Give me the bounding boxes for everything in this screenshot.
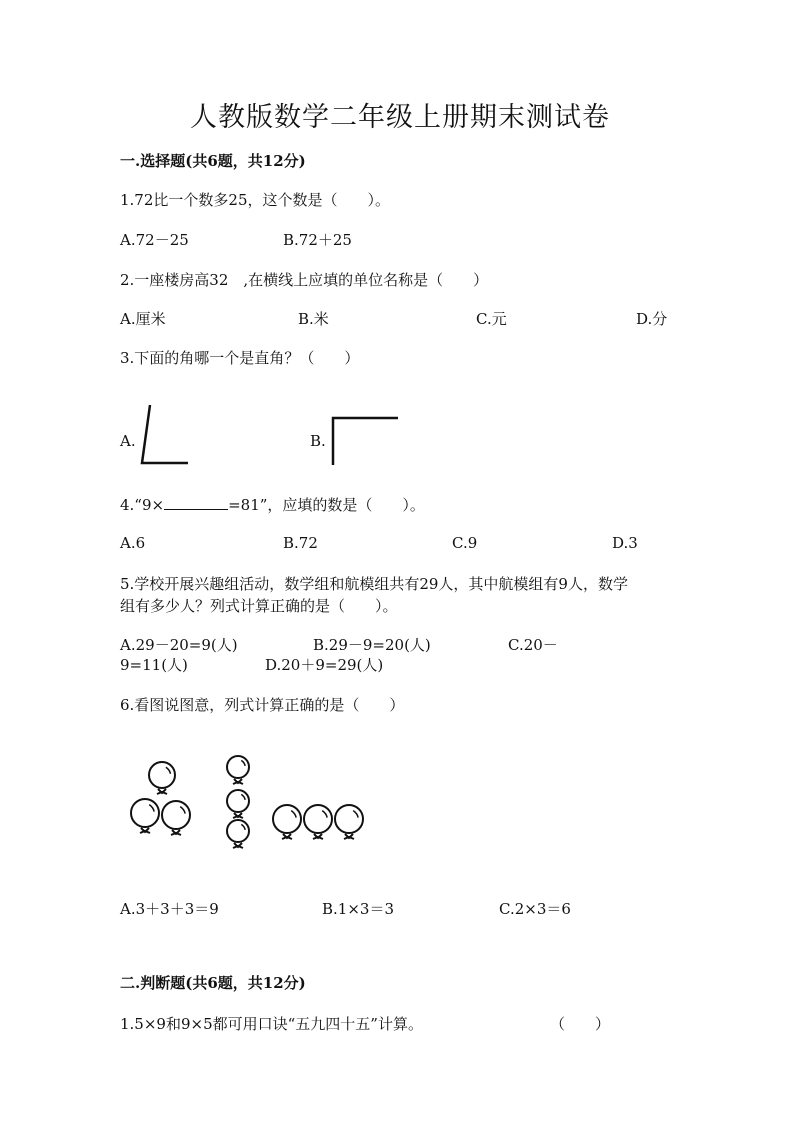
- balloon-icon: [162, 801, 190, 835]
- balloon-icon: [335, 805, 363, 839]
- question-2-option-c: C.元: [476, 310, 507, 328]
- question-4-option-a: A.6: [120, 534, 146, 552]
- question-6: 6.看图说图意，列式计算正确的是（ ）: [120, 696, 405, 714]
- question-5-option-a: A.29－20=9(人): [120, 636, 238, 654]
- question-1-option-b: B.72＋25: [283, 231, 352, 249]
- judgement-1: 1.5×9和9×5都可用口诀“五九四十五”计算。: [120, 1015, 423, 1033]
- section-heading-choice: 一.选择题(共6题，共12分): [120, 152, 306, 170]
- question-4-option-c: C.9: [452, 534, 478, 552]
- balloon-picture: [120, 745, 380, 855]
- question-3-option-a: A.: [120, 432, 136, 450]
- question-5-option-c-continued: 9=11(人): [120, 656, 188, 674]
- page-title: 人教版数学二年级上册期末测试卷: [190, 102, 610, 133]
- question-4-suffix: =81”，应填的数是（ ）。: [228, 496, 425, 514]
- section-heading-judgement: 二.判断题(共6题，共12分): [120, 974, 306, 992]
- balloon-icon: [227, 790, 249, 818]
- answer-blank-line: [164, 497, 228, 510]
- balloon-icon: [149, 762, 175, 794]
- question-6-option-b: B.1×3＝3: [322, 900, 394, 918]
- question-6-option-c: C.2×3＝6: [499, 900, 571, 918]
- acute-angle-figure: [138, 400, 194, 468]
- question-4: [120, 494, 425, 515]
- question-2: 2.一座楼房高32 ,在横线上应填的单位名称是（ ）: [120, 271, 489, 289]
- question-5-option-c: C.20－: [508, 636, 558, 654]
- question-4-option-d: D.3: [612, 534, 638, 552]
- question-2-option-b: B.米: [298, 310, 329, 328]
- question-4-option-b: B.72: [283, 534, 318, 552]
- right-angle-figure: [326, 410, 402, 468]
- balloon-icon: [304, 805, 332, 839]
- question-1: 1.72比一个数多25，这个数是（ ）。: [120, 191, 390, 209]
- judgement-1-answer-paren: （ ）: [550, 1015, 611, 1033]
- question-5-line-2: 组有多少人？列式计算正确的是（ ）。: [120, 597, 398, 615]
- question-2-option-d: D.分: [636, 310, 668, 328]
- question-5-line-1: 5.学校开展兴趣组活动，数学组和航模组共有29人，其中航模组有9人，数学: [120, 575, 628, 593]
- balloon-icon: [131, 799, 159, 833]
- question-4-prefix: 4.“9×: [120, 496, 165, 514]
- question-3-option-b: B.: [310, 432, 326, 450]
- balloon-icon: [227, 756, 249, 784]
- question-2-option-a: A.厘米: [120, 310, 166, 328]
- question-6-option-a: A.3＋3＋3＝9: [120, 900, 219, 918]
- question-5-option-d: D.20＋9=29(人): [265, 656, 384, 674]
- balloon-icon: [273, 805, 301, 839]
- question-1-option-a: A.72－25: [120, 231, 189, 249]
- question-3: 3.下面的角哪一个是直角？（ ）: [120, 349, 360, 367]
- question-5-option-b: B.29－9=20(人): [313, 636, 431, 654]
- balloon-icon: [227, 820, 249, 848]
